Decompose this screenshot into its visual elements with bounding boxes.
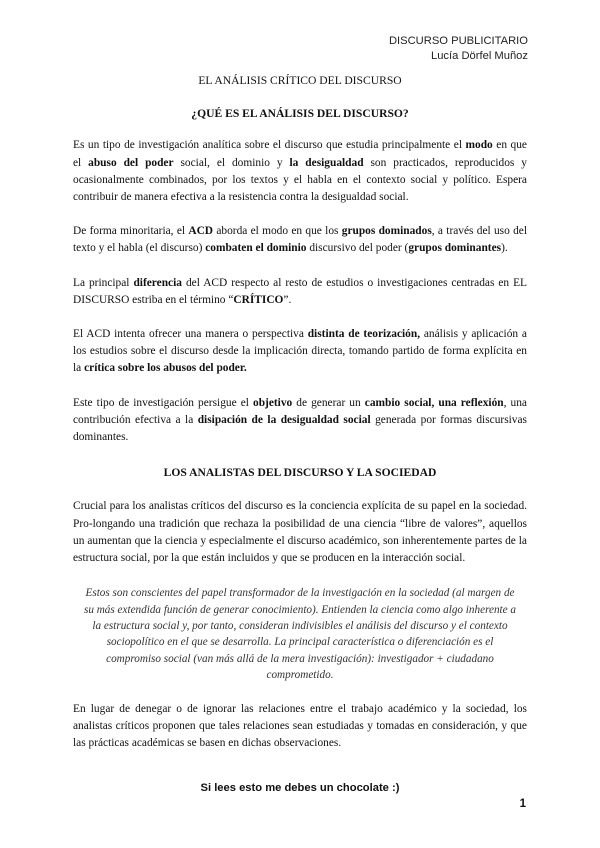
paragraph-analysts-role: Crucial para los analistas críticos del discurso es la conciencia explícita de su papel en la sociedad. Pro-longando una tradición que rechaza la posibilidad de una ciencia “libre de valores”, aquellos un aumentan que la ciencia y especialmente el discurso académico, son inherentemente partes de la estructura social, por la que están incluidos y que se producen en la interacción social. <box>73 500 527 565</box>
header-author: Lucía Dörfel Muñoz <box>430 50 528 62</box>
paragraph-objective: Este tipo de investigación persigue el objetivo de generar un cambio social, una reflexión, una contribución efectiva a la disipación de la desigualdad social generada por formas discursivas dominantes. <box>73 396 527 444</box>
paragraph-definition: Es un tipo de investigación analítica sobre el discurso que estudia principalmente el modo en que el abuso del poder social, el dominio y la desigualdad son practicados, reproducidos y ocasionalmente combinados, por los textos y el habla en el contexto social y político. Espera contribuir de manera efectiva a la resistencia contra la desigualdad social. <box>73 139 527 204</box>
document-subtitle: ¿QUÉ ES EL ANÁLISIS DEL DISCURSO? <box>191 107 409 121</box>
paragraph-dominated-groups: De forma minoritaria, el ACD aborda el modo en que los grupos dominados, a través del uso del texto y el habla (el discurso) combaten el dominio discursivo del poder (grupos dominantes). <box>73 225 528 255</box>
page-number: 1 <box>519 798 526 810</box>
paragraph-perspective: El ACD intenta ofrecer una manera o perspectiva distinta de teorización, análisis y aplicación a los estudios sobre el discurso desde la implicación directa, tomando partido de forma explícita en la crítica sobre los abusos del poder. <box>73 328 527 375</box>
paragraph-academic-relations: En lugar de denegar o de ignorar las relaciones entre el trabajo académico y la sociedad, los analistas críticos proponen que tales relaciones sean estudiadas y tomadas en consideración, y que las prácticas académicas se basen en dichas observaciones. <box>73 702 527 750</box>
quote-block: Estos son conscientes del papel transformador de la investigación en la sociedad (al margen de su más extendida función de generar conocimiento). Entienden la ciencia como algo inherente a la estructura social y, por tanto, consideran indivisibles el análisis del discurso y el contexto sociopolítico en el que se desarrolla. La principal característica o diferenciación es el compromiso social (van más allá de la mera investigación): investigador + ciudadano comprometido. <box>83 587 517 682</box>
page-header <box>389 34 528 64</box>
footer-note: Si lees esto me debes un chocolate :) <box>200 782 400 794</box>
paragraph-difference: La principal diferencia del ACD respecto al resto de estudios o investigaciones centradas en EL DISCURSO estriba en el término “CRÍTICO”. <box>73 276 527 306</box>
section-heading: LOS ANALISTAS DEL DISCURSO Y LA SOCIEDAD <box>163 466 437 480</box>
header-course: DISCURSO PUBLICITARIO <box>388 35 528 47</box>
document-title: EL ANÁLISIS CRÍTICO DEL DISCURSO <box>198 74 402 87</box>
document-body <box>73 72 527 752</box>
